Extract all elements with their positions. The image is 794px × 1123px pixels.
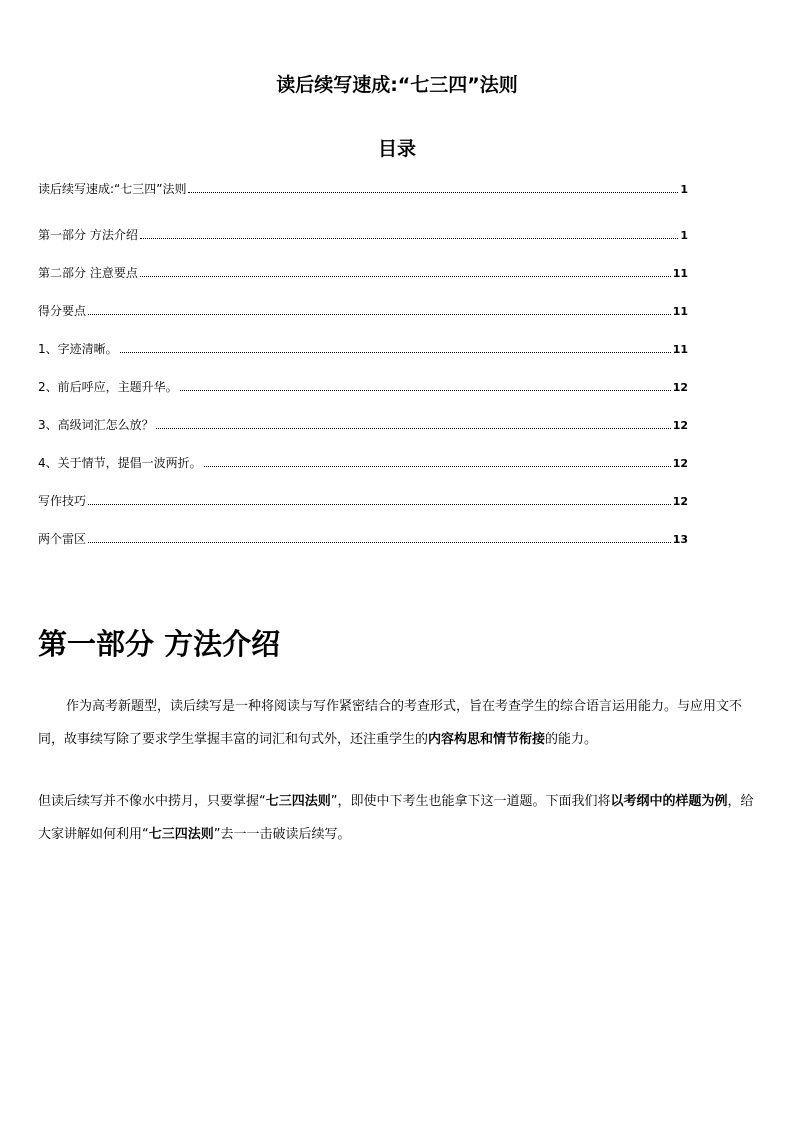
page-title: 读后续写速成:“七三四”法则 bbox=[276, 74, 518, 96]
section-heading: 第一部分 方法介绍 bbox=[38, 627, 281, 661]
toc-entry[interactable] bbox=[38, 492, 688, 530]
toc-entry[interactable] bbox=[38, 340, 688, 378]
toc-entry-page: 12 bbox=[672, 419, 688, 432]
toc-entry-page: 11 bbox=[672, 343, 688, 356]
emphasis-text: 七三四法则 bbox=[265, 794, 331, 809]
toc-entry-label: 读后续写速成:“七三四”法则 bbox=[38, 182, 187, 196]
paragraph-text: ”去一一击破读后续写。 bbox=[213, 827, 351, 842]
toc-entry[interactable] bbox=[38, 226, 688, 264]
toc-entry[interactable] bbox=[38, 264, 688, 302]
toc-leader-dots bbox=[120, 352, 671, 353]
toc-leader-dots bbox=[156, 428, 671, 429]
toc-entry-page: 12 bbox=[672, 381, 688, 394]
toc-entry-label: 4、关于情节，提倡一波两折。 bbox=[38, 456, 202, 470]
toc-entry-label: 写作技巧 bbox=[38, 494, 87, 508]
toc-title: 目录 bbox=[377, 138, 416, 160]
toc-entry-page: 11 bbox=[672, 267, 688, 280]
toc-entry[interactable] bbox=[38, 454, 688, 492]
toc-entry[interactable] bbox=[38, 378, 688, 416]
paragraph-text: ”，即使中下考生也能拿下这一道题。下面我们将 bbox=[330, 794, 611, 809]
emphasis-text: 七三四法则 bbox=[148, 827, 214, 842]
toc-entry[interactable] bbox=[38, 416, 688, 454]
toc-leader-dots bbox=[140, 238, 679, 239]
toc-entry-page: 11 bbox=[672, 305, 688, 318]
toc-entry-label: 两个雷区 bbox=[38, 532, 87, 546]
paragraph-text: 作为高考新题型，读后续写是一种将阅读与写作紧密结合的考查形式，旨在考查学生的综合语言运用能力。与应用文不同，故事续写除了要求学生掌握丰富的词汇和句式外，还注重学生的 bbox=[38, 699, 743, 747]
toc-leader-dots bbox=[180, 390, 671, 391]
toc-entry-label: 3、高级词汇怎么放？ bbox=[38, 418, 154, 432]
toc-entry-label: 第二部分 注意要点 bbox=[38, 266, 138, 280]
toc-leader-dots bbox=[188, 192, 678, 193]
paragraph-text: 但读后续写并不像水中捞月，只要掌握“ bbox=[38, 794, 266, 809]
toc-entry-label: 第一部分 方法介绍 bbox=[38, 228, 138, 242]
emphasis-text: 内容构思和情节衔接 bbox=[428, 732, 546, 747]
toc-leader-dots bbox=[88, 542, 671, 543]
toc-leader-dots bbox=[88, 504, 671, 505]
emphasis-text: 以考纲中的样题为例 bbox=[610, 794, 728, 809]
toc-leader-dots bbox=[88, 314, 671, 315]
table-of-contents bbox=[38, 180, 688, 568]
paragraph-text: ，给大家讲解如何利用“ bbox=[38, 794, 754, 842]
toc-entry-page: 13 bbox=[672, 533, 688, 546]
toc-entry-page: 12 bbox=[672, 495, 688, 508]
toc-entry-label: 1、字迹清晰。 bbox=[38, 342, 118, 356]
paragraph-text: 的能力。 bbox=[545, 732, 598, 747]
intro-paragraph bbox=[38, 690, 760, 756]
toc-entry-page: 1 bbox=[680, 229, 688, 242]
toc-entry[interactable] bbox=[38, 180, 688, 226]
toc-entry-page: 1 bbox=[680, 183, 688, 196]
toc-entry[interactable] bbox=[38, 302, 688, 340]
toc-entry-label: 得分要点 bbox=[38, 304, 87, 318]
toc-leader-dots bbox=[140, 276, 671, 277]
toc-entry[interactable] bbox=[38, 530, 688, 568]
toc-leader-dots bbox=[204, 466, 671, 467]
toc-entry-label: 2、前后呼应，主题升华。 bbox=[38, 380, 178, 394]
method-paragraph bbox=[38, 785, 760, 851]
toc-entry-page: 12 bbox=[672, 457, 688, 470]
